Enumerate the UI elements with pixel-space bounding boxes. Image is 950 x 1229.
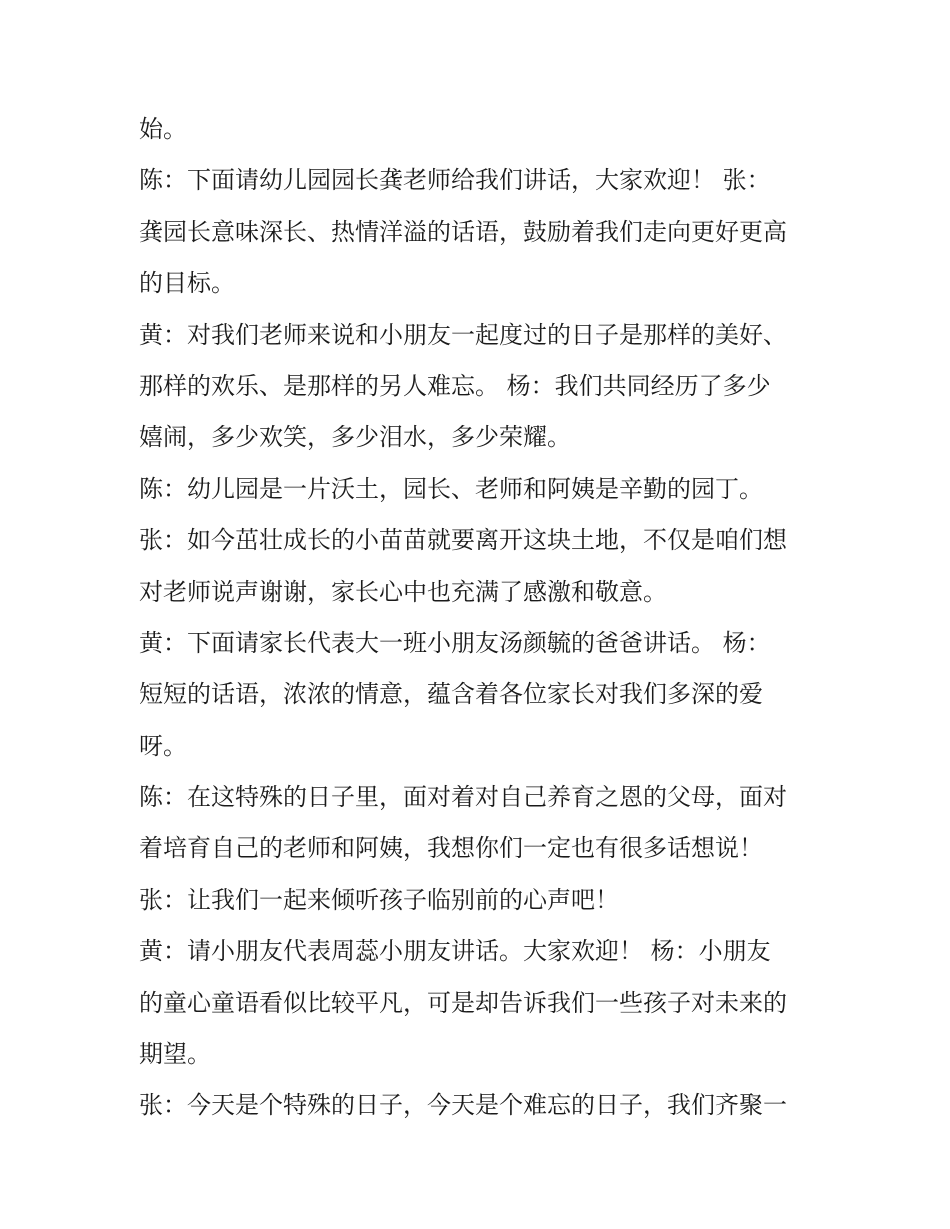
text-line: 陈：幼儿园是一片沃土，园长、老师和阿姨是辛勤的园丁。 [139,474,763,503]
text-line: 始。 [139,115,187,143]
text-line: 嬉闹，多少欢笑，多少泪水，多少荣耀。 [139,423,571,452]
text-line: 张：让我们一起来倾听孩子临别前的心声吧！ [139,885,619,914]
text-line: 陈：在这特殊的日子里，面对着对自己养育之恩的父母，面对 [139,783,787,812]
text-line: 那样的欢乐、是那样的另人难忘。 杨：我们共同经历了多少 [139,371,771,400]
text-line: 黄：下面请家长代表大一班小朋友汤颜毓的爸爸讲话。 杨： [139,628,771,657]
text-line: 对老师说声谢谢，家长心中也充满了感激和敬意。 [139,577,667,606]
text-line: 期望。 [139,1040,211,1069]
text-line: 着培育自己的老师和阿姨，我想你们一定也有很多话想说！ [139,834,763,863]
text-line: 龚园长意味深长、热情洋溢的话语，鼓励着我们走向更好更高 [139,217,787,246]
text-line: 短短的话语，浓浓的情意，蕴含着各位家长对我们多深的爱 [139,680,763,709]
text-line: 的童心童语看似比较平凡，可是却告诉我们一些孩子对未来的 [139,988,787,1017]
text-line: 张：今天是个特殊的日子，今天是个难忘的日子，我们齐聚一 [139,1091,787,1120]
text-line: 呀。 [139,731,187,760]
document-body [139,104,829,1132]
text-line: 黄：对我们老师来说和小朋友一起度过的日子是那样的美好、 [139,320,787,349]
text-line: 陈：下面请幼儿园园长龚老师给我们讲话，大家欢迎！ 张： [139,166,771,195]
text-line: 的目标。 [139,269,235,298]
text-line: 黄：请小朋友代表周蕊小朋友讲话。大家欢迎！ 杨：小朋友 [139,937,771,966]
text-line: 张：如今茁壮成长的小苗苗就要离开这块土地，不仅是咱们想 [139,526,787,555]
